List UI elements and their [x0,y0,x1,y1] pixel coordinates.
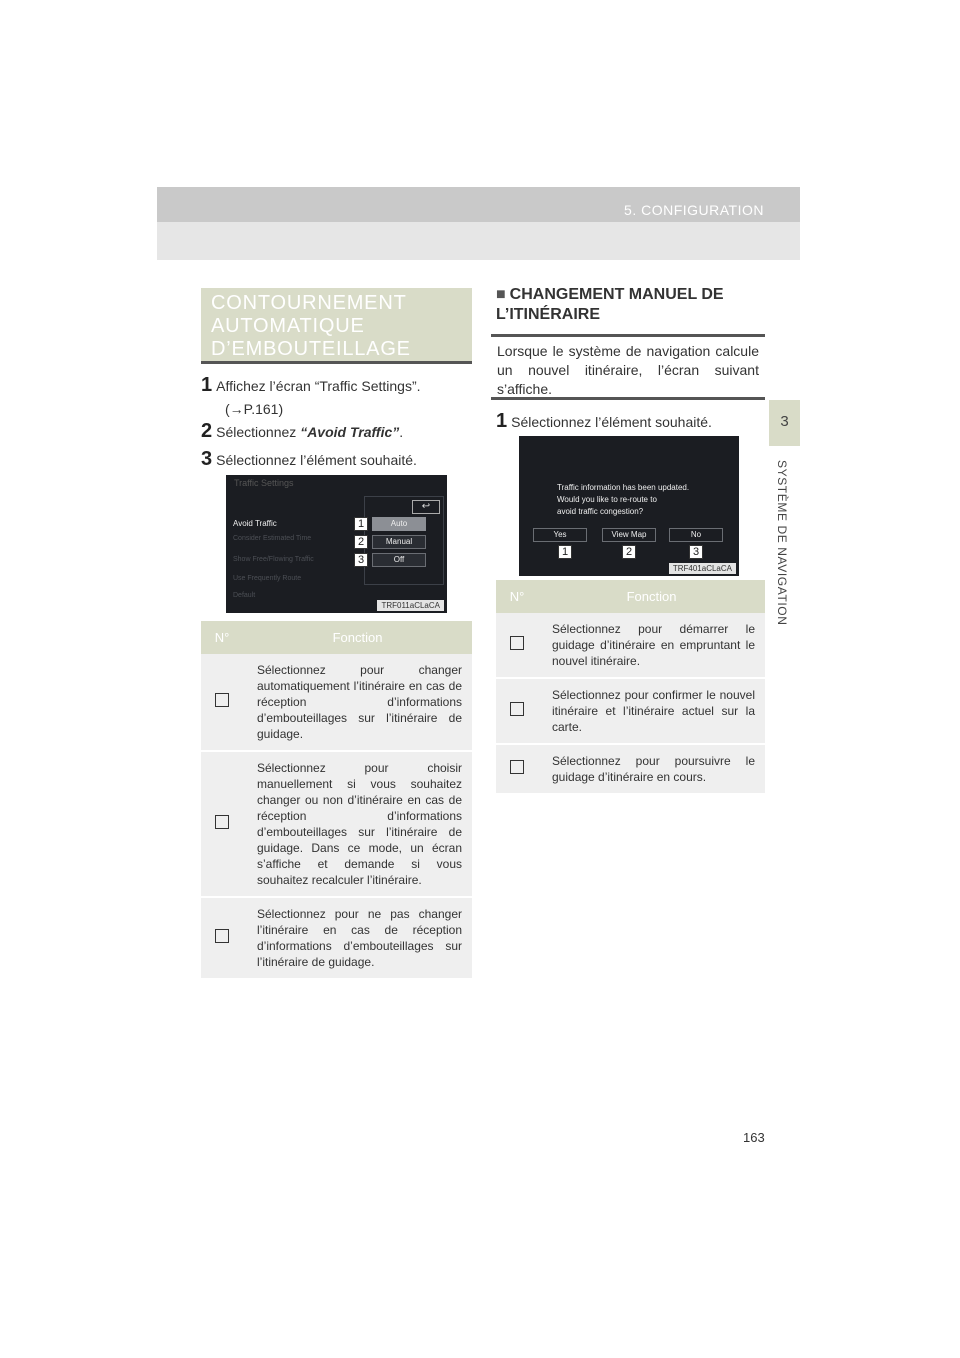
note-box: Lorsque le système de navigation calcule un nouvel itinéraire, l’écran suivant s’affiche. [491,334,765,400]
step-text: Affichez l’écran “Traffic Settings”. [216,378,421,394]
table-row [496,744,765,793]
row-show-traffic: Show Free/Flowing Traffic [233,556,314,563]
number-box [510,636,524,650]
row-number [201,897,243,978]
table-row [201,897,472,978]
row-number [201,654,243,751]
view-map-button[interactable]: View Map [602,528,656,542]
subsection-heading-text: CHANGEMENT MANUEL DE L’ITINÉRAIRE [496,286,724,323]
bullet-square-icon: ■ [496,286,506,303]
callout-1: 1 [558,545,572,559]
row-description: Sélectionnez pour poursuivre le guidage d’itinéraire en cours. [538,744,765,793]
col-number-header: N° [201,621,243,654]
dialog-line-1: Traffic information has been updated. [557,483,690,492]
row-number [496,613,538,678]
option-manual[interactable]: Manual [372,535,426,549]
row-number [496,744,538,793]
option-auto[interactable]: Auto [372,517,426,531]
step-emphasis: “Avoid Traffic” [300,424,400,440]
step-reference: (→P.161) [225,401,284,417]
callout-3: 3 [689,545,703,559]
dialog-line-2: Would you like to re-route to [557,495,657,504]
chapter-tab-number: 3 [780,413,789,430]
number-box [215,693,229,707]
step-text: Sélectionnez [216,424,301,440]
row-description: Sélectionnez pour choisir manuellement si vous souhaitez changer ou non d’itinéraire en cas de réception d’informations d’embouteillages sur l’itinéraire de guidage. Dans ce mode, un écran s’affiche et demande si vous souhaitez recalculer l’itinéraire. [243,751,472,897]
row-description: Sélectionnez pour démarrer le guidage d’itinéraire en empruntant le nouvel itinéraire. [538,613,765,678]
step-number: 1 [201,374,213,396]
image-code: TRF011aCLaCA [377,600,444,611]
option-off[interactable]: Off [372,553,426,567]
right-step-1 [496,410,712,433]
chapter-side-label: SYSTÈME DE NAVIGATION [775,460,789,626]
row-description: Sélectionnez pour ne pas changer l’itinéraire en cas de réception d’informations d’embouteillages sur l’itinéraire de guidage. [243,897,472,978]
function-table-left [201,621,472,978]
callout-3: 3 [354,553,368,567]
image-code: TRF401aCLaCA [669,563,736,574]
function-table-right [496,580,765,793]
col-function-header: Fonction [538,580,765,613]
number-box [510,760,524,774]
row-description: Sélectionnez pour changer automatiquement l’itinéraire en cas de réception d’informations d’embouteillages sur l’itinéraire de guidage. [243,654,472,751]
traffic-settings-screenshot [226,475,447,613]
step-text-end: . [399,424,404,440]
row-consider-time: Consider Estimated Time [233,535,312,542]
row-default: Default [233,592,256,599]
callout-2: 2 [354,535,368,549]
dialog-line-3: avoid traffic congestion? [557,507,644,516]
col-function-header: Fonction [243,621,472,654]
step-2 [201,420,403,443]
step-text: Sélectionnez l’élément souhaité. [511,414,712,430]
header-band [157,187,800,260]
row-use-route: Use Frequently Route [233,575,302,582]
step-1 [201,374,473,417]
table-row [201,751,472,897]
step-number: 2 [201,420,213,442]
chapter-title: 5. CONFIGURATION [624,202,764,218]
table-row [201,654,472,751]
no-button[interactable]: No [669,528,723,542]
step-3 [201,448,417,471]
section-heading-line-2: AUTOMATIQUE [211,315,365,337]
table-row [496,678,765,744]
number-box [215,929,229,943]
page-number: 163 [743,1130,765,1145]
table-row [496,613,765,678]
row-avoid-traffic[interactable]: Avoid Traffic [233,519,277,528]
screen-title: Traffic Settings [234,478,294,488]
section-heading [201,288,472,364]
col-number-header: N° [496,580,538,613]
step-number: 1 [496,410,508,432]
callout-2: 2 [622,545,636,559]
row-number [201,751,243,897]
number-box [510,702,524,716]
callout-1: 1 [354,517,368,531]
subsection-heading [496,285,766,325]
section-heading-line-3: D’EMBOUTEILLAGE [211,338,411,360]
step-text: Sélectionnez l’élément souhaité. [216,452,417,468]
dialog-message [557,482,689,518]
section-heading-line-1: CONTOURNEMENT [211,292,407,314]
yes-button[interactable]: Yes [533,528,587,542]
row-number [496,678,538,744]
table-header [496,580,765,613]
step-number: 3 [201,448,213,470]
back-icon[interactable]: ↩ [412,500,440,514]
chapter-tab [769,400,800,446]
number-box [215,815,229,829]
table-header [201,621,472,654]
row-description: Sélectionnez pour confirmer le nouvel itinéraire et l’itinéraire actuel sur la carte. [538,678,765,744]
header-band-top [157,187,800,222]
